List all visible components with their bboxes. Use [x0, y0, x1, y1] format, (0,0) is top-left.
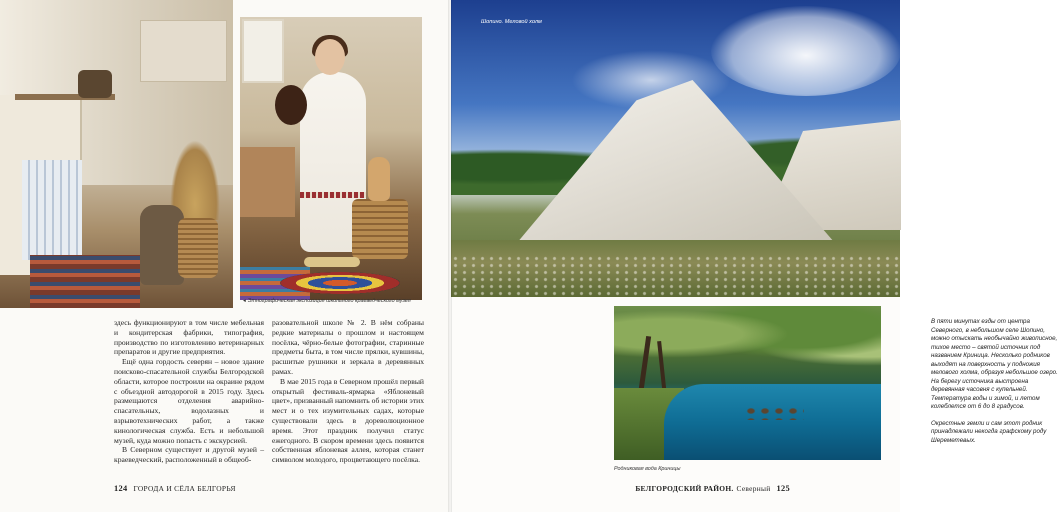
running-head: ГОРОДА И СЁЛА БЕЛГОРЬЯ [133, 484, 236, 493]
left-page [0, 0, 450, 512]
photo-embroidered-cloth [22, 160, 82, 260]
photo-wall-painting [140, 20, 227, 82]
paragraph: Окрестные земли и сам этот родник принадлежали некогда графскому роду Шереметевых. [931, 419, 1047, 444]
left-folio [114, 484, 236, 493]
left-text-column-2 [272, 318, 424, 465]
photo-wildflowers [451, 255, 900, 297]
photo-basket [178, 218, 218, 278]
paragraph: В Северном существует и другой музей – краеведческий, расположенный в общеоб- [114, 445, 264, 465]
left-photo-caption [243, 298, 448, 304]
paragraph: здесь функционируют в том числе мебельная и кондитерская фабрики, типография, производство по изготовлению ветеринарных препаратов и другие предприятия. [114, 318, 264, 357]
chalk-hill-photo [451, 0, 900, 297]
photo-face [315, 39, 345, 75]
left-photo-caption-text: Этнографическая экспозиция школьного краеведческого музея [247, 298, 411, 304]
spring-photo [614, 306, 881, 460]
museum-interior-photo [0, 0, 233, 308]
photo-jug [275, 85, 307, 125]
caption-arrow-icon: ◂ [243, 298, 246, 304]
hill-photo-caption: Шопино. Меловой холм [481, 19, 542, 25]
photo-ducks [744, 406, 804, 420]
right-sidebar-text [931, 318, 1059, 453]
photo-bench [240, 147, 295, 217]
running-head-region: БЕЛГОРОДСКИЙ РАЙОН. [635, 484, 734, 493]
right-folio [635, 484, 790, 493]
photo-foliage [614, 306, 881, 376]
left-text-column-1 [114, 318, 264, 465]
running-head-subsection: Северный [736, 484, 771, 493]
photo-bast-shoes [304, 257, 360, 267]
photo-embroidered-belt [300, 192, 366, 198]
page-number: 125 [776, 484, 790, 493]
paragraph: разовательной школе № 2. В нём собраны редкие материалы о прошлом и настоящем посёлка, чёрно-белые фотографии, старинные предметы быта, в том числе прялки, кувшины, расшитые рушники и зеркала в деревянных рамах. [272, 318, 424, 376]
photo-rug [30, 255, 140, 308]
page-number: 124 [114, 484, 128, 493]
photo-window [242, 19, 284, 83]
photo-wicker-tub [352, 199, 408, 259]
photo-spring-water [664, 384, 881, 460]
spine-gutter [448, 0, 452, 512]
photo-cat [368, 157, 390, 201]
spring-photo-caption: Родниковая вода Криницы [614, 466, 681, 472]
photo-samovar [78, 70, 112, 98]
paragraph: В пяти минутах езды от центра Северного, в небольшом селе Шопино, можно отыскать необычайно живописное, тихое место – святой источник под названием Криница. Несколько родников выходят на поверхность у подножия мелового холма, образуя небольшое озеро. На берегу источника выстроена деревянная часовня с купельней. Температура воды и зимой, и летом колеблется от 6 до 8 градусов. [931, 318, 1058, 410]
photo-round-carpet [280, 272, 400, 294]
paragraph: Ещё одна гордость северян – новое здание поисково-спасательной службы Белгородской области, которое построили на окраине рядом с объездной автодорогой в 2015 году. Здесь размещаются отделения аварийно-спасательных, водолазных и взрывотехнических работ, а также кинологическая служба. Есть и небольшой музей, куда можно попасть с экскурсией. [114, 357, 264, 445]
right-page [450, 0, 1058, 512]
girl-costume-photo [240, 17, 422, 300]
paragraph: В мае 2015 года в Северном прошёл первый открытый фестиваль-ярмарка «Яблоневый цвет», призванный напомнить об истории этих мест и о тех изумительных садах, которые существовали здесь в дореволюционное время. Этот праздник получил статус ежегодного. В скором времени здесь появится собственная яблоневая аллея, которая станет символом молодого, процветающего посёлка. [272, 376, 424, 465]
photo-cloud [711, 6, 901, 96]
